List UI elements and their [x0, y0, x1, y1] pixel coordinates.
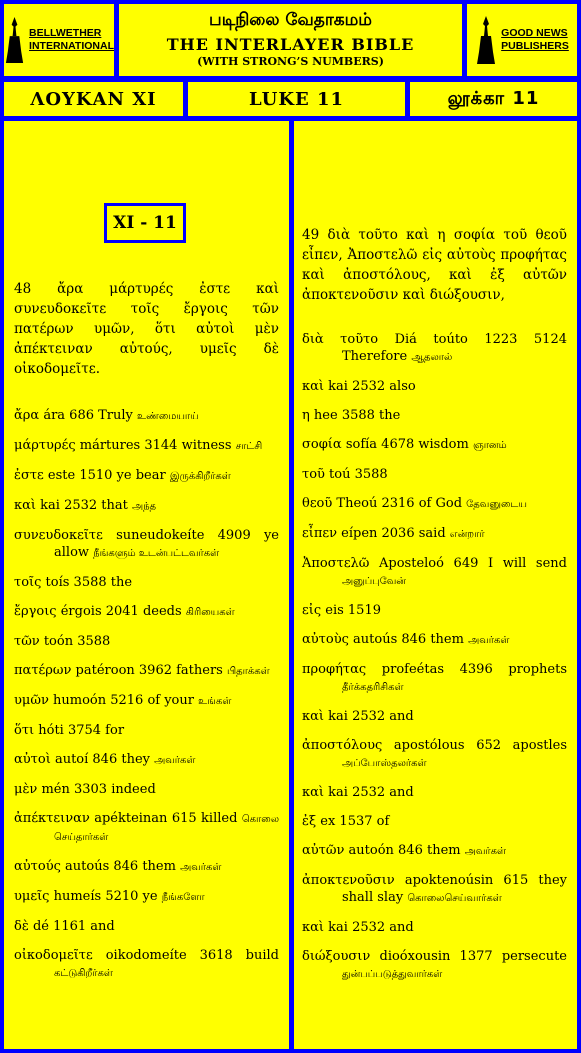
tamil-gloss: கொலை செய்தார்கள்: [54, 814, 279, 843]
greek-word: τοῖς: [14, 575, 42, 590]
transliteration-gloss: autoí 846 they: [50, 752, 155, 767]
greek-word: διὰ: [302, 332, 324, 347]
greek-word: αὐτῶν: [302, 843, 345, 858]
transliteration-gloss: kai 2532 also: [324, 379, 416, 394]
greek-word: δὲ: [14, 919, 29, 934]
greek-word: οἰκοδομεῖτε: [14, 948, 93, 963]
word-entry: [302, 407, 567, 424]
left-word-list: [14, 407, 279, 994]
greek-word: σοφία: [302, 437, 342, 452]
transliteration-gloss: τοῦτο Diá toúto 1223 5124 Therefore: [323, 332, 567, 364]
transliteration-gloss: autoús 846 them: [348, 632, 469, 647]
word-entry: [302, 331, 567, 366]
left-column: [4, 121, 289, 1049]
word-entry: [302, 631, 567, 649]
title-english: THE INTERLAYER BIBLE: [166, 35, 415, 54]
greek-word: ἔργοις: [14, 604, 57, 619]
word-entry: [14, 407, 279, 425]
word-entry: [14, 751, 279, 769]
title-tamil: படிநிலை வேதாகமம்: [209, 10, 372, 30]
tamil-gloss: அனுப்புவேன்: [342, 576, 406, 587]
word-entry: [302, 784, 567, 801]
word-entry: [302, 495, 567, 513]
transliteration-gloss: kai 2532 that: [36, 498, 132, 513]
tamil-gloss: சாட்சி: [235, 441, 263, 452]
greek-word: μάρτυρές: [14, 438, 76, 453]
word-entry: [14, 781, 279, 798]
word-entry: [302, 813, 567, 830]
word-entry: [302, 708, 567, 725]
greek-word: θεοῦ: [302, 496, 333, 511]
greek-word: Ἀποστελῶ: [302, 556, 370, 571]
greek-word: αὐτοὺς: [302, 632, 349, 647]
greek-word: εἰς: [302, 603, 322, 618]
word-entry: [302, 842, 567, 860]
word-entry: [14, 633, 279, 650]
tamil-gloss: என்றார்: [449, 529, 485, 540]
tamil-gloss: தீர்க்கதரிசிகள்: [342, 682, 404, 693]
transliteration-gloss: kai 2532 and: [324, 785, 414, 800]
word-entry: [14, 467, 279, 485]
transliteration-gloss: patéroon 3962 fathers: [71, 663, 227, 678]
english-book-title: LUKE 11: [188, 82, 405, 116]
subtitle: (WITH STRONG’S NUMBERS): [197, 55, 384, 68]
transliteration-gloss: eípen 2036 said: [337, 526, 450, 541]
tamil-book-title: லூக்கா 11: [410, 82, 577, 116]
greek-book-title: ΛΟΥΚΑΝ XI: [4, 82, 183, 116]
title-box: [119, 4, 462, 76]
tamil-gloss: அவர்கள்: [154, 755, 196, 766]
transliteration-gloss: sofía 4678 wisdom: [341, 437, 473, 452]
tamil-gloss: அப்போஸ்தலர்கள்: [342, 758, 427, 769]
tamil-gloss: ஆதலால்: [411, 352, 453, 363]
word-entry: [302, 661, 567, 696]
tamil-gloss: இருக்கிறீர்கள்: [169, 471, 231, 482]
transliteration-gloss: autoón 846 them: [344, 843, 465, 858]
tamil-gloss: பிதாக்கள்: [227, 666, 270, 677]
transliteration-gloss: Theoú 2316 of God: [332, 496, 467, 511]
logo-line-1: GOOD NEWS: [501, 27, 568, 39]
greek-word: ἄρα: [14, 408, 40, 423]
transliteration-gloss: mén 3303 indeed: [37, 782, 156, 797]
transliteration-gloss: érgois 2041 deeds: [56, 604, 186, 619]
word-entry: [302, 525, 567, 543]
greek-word: ἀποκτενοῦσιν: [302, 873, 395, 888]
greek-word: καὶ: [302, 709, 325, 724]
word-entry: [14, 497, 279, 515]
logo-line-1: BELLWETHER: [29, 27, 102, 39]
greek-word: καὶ: [302, 920, 325, 935]
chapter-label: XI - 11: [104, 203, 186, 243]
tamil-gloss: ஞானம்: [472, 440, 507, 451]
right-column: [294, 121, 577, 1049]
transliteration-gloss: humeís 5210 ye: [49, 889, 162, 904]
word-entry: [302, 872, 567, 907]
word-entry: [14, 527, 279, 562]
tamil-gloss: கொலைசெய்வார்கள்: [407, 893, 502, 904]
word-entry: [302, 602, 567, 619]
word-entry: [14, 810, 279, 846]
logo-line-2: PUBLISHERS: [501, 40, 569, 52]
word-entry: [14, 574, 279, 591]
word-entry: [302, 466, 567, 483]
tamil-gloss: உண்மையாய்: [137, 411, 199, 422]
tamil-gloss: அவர்கள்: [464, 846, 507, 857]
tamil-gloss: தேவனுடைய: [466, 499, 527, 510]
transliteration-gloss: ex 1537 of: [316, 814, 390, 829]
transliteration-gloss: profeétas 4396 prophets: [366, 662, 567, 677]
greek-word: καὶ: [14, 498, 37, 513]
transliteration-gloss: kai 2532 and: [324, 920, 414, 935]
greek-word: η: [302, 408, 310, 423]
transliteration-gloss: dioóxousin 1377 persecute: [370, 949, 567, 964]
transliteration-gloss: suneudokeíte 4909 ye allow: [54, 528, 279, 560]
word-entry: [302, 948, 567, 983]
word-entry: [14, 888, 279, 906]
tamil-gloss: அந்த: [132, 501, 157, 512]
transliteration-gloss: mártures 3144 witness: [75, 438, 236, 453]
transliteration-gloss: apostólous 652 apostles: [382, 738, 567, 753]
greek-word: αὐτοὶ: [14, 752, 51, 767]
tamil-gloss: உங்கள்: [198, 696, 232, 707]
word-entry: [14, 918, 279, 935]
greek-word: συνευδοκεῖτε: [14, 528, 103, 543]
transliteration-gloss: toón 3588: [39, 634, 111, 649]
word-entry: [14, 437, 279, 455]
hand-lamp-icon: [475, 14, 497, 66]
good-news-logo: [467, 4, 577, 76]
tamil-gloss: கட்டுகிறீர்கள்: [54, 968, 113, 979]
transliteration-gloss: kai 2532 and: [324, 709, 414, 724]
greek-word: αὐτούς: [14, 859, 61, 874]
transliteration-gloss: toís 3588 the: [41, 575, 133, 590]
greek-word: πατέρων: [14, 663, 72, 678]
verse-48-text: 48 ἄρα μάρτυρές ἐστε καὶ συνευδοκεῖτε τοῖς ἔργοις τῶν πατέρων υμῶν, ὅτι αὐτοὶ μὲν ἀπέκτειναν αὐτούς, υμεῖς δὲ οἰκοδομεῖτε.: [14, 281, 279, 377]
tamil-gloss: அவர்கள்: [180, 862, 222, 873]
transliteration-gloss: humoón 5216 of your: [48, 693, 199, 708]
transliteration-gloss: ára 686 Truly: [39, 408, 138, 423]
tamil-gloss: துன்பப்படுத்துவார்கள்: [342, 969, 443, 980]
greek-word: καὶ: [302, 785, 325, 800]
greek-word: ἀποστόλους: [302, 738, 383, 753]
transliteration-gloss: hee 3588 the: [309, 408, 401, 423]
transliteration-gloss: Aposteloó 649 I will send: [369, 556, 567, 571]
transliteration-gloss: eis 1519: [321, 603, 381, 618]
verse-49-text: 49 διὰ τοῦτο καὶ η σοφία τοῦ θεοῦ εἶπεν, Ἀποστελῶ εἰς αὐτοὺς προφήτας καὶ ἀποστόλους, καὶ ἐξ αὐτῶν ἀποκτενοῦσιν καὶ διώξουσιν,: [302, 227, 567, 303]
greek-word: τῶν: [14, 634, 40, 649]
greek-word: ἐξ: [302, 814, 317, 829]
greek-word: εἶπεν: [302, 526, 338, 541]
tamil-gloss: அவர்கள்: [468, 635, 510, 646]
greek-word: καὶ: [302, 379, 325, 394]
tamil-gloss: நீங்களோ: [161, 892, 205, 903]
greek-word: υμῶν: [14, 693, 49, 708]
transliteration-gloss: apékteinan 615 killed: [89, 811, 242, 826]
word-entry: [14, 692, 279, 710]
greek-word: ὅτι: [14, 723, 35, 738]
greek-word: διώξουσιν: [302, 949, 371, 964]
logo-line-2: INTERNATIONAL: [29, 40, 114, 52]
greek-word: υμεῖς: [14, 889, 50, 904]
transliteration-gloss: toú 3588: [324, 467, 388, 482]
word-entry: [14, 722, 279, 739]
word-entry: [14, 662, 279, 680]
word-entry: [302, 436, 567, 454]
transliteration-gloss: oikodomeíte 3618 build: [92, 948, 279, 963]
word-entry: [302, 555, 567, 590]
greek-word: ἀπέκτειναν: [14, 811, 90, 826]
bellwether-logo: [4, 4, 114, 76]
transliteration-gloss: hóti 3754 for: [34, 723, 125, 738]
word-entry: [14, 858, 279, 876]
tamil-gloss: நீங்களும் உடன்பட்டவர்கள்: [93, 548, 220, 559]
hand-lamp-icon: [4, 14, 25, 66]
transliteration-gloss: autoús 846 them: [60, 859, 181, 874]
word-entry: [302, 737, 567, 772]
word-entry: [302, 919, 567, 936]
greek-word: ἐστε: [14, 468, 44, 483]
transliteration-gloss: dé 1161 and: [28, 919, 115, 934]
transliteration-gloss: este 1510 ye bear: [43, 468, 170, 483]
word-entry: [302, 378, 567, 395]
greek-word: προφήτας: [302, 662, 367, 677]
greek-word: τοῦ: [302, 467, 325, 482]
transliteration-gloss: apoktenoúsin 615 they shall slay: [342, 873, 567, 905]
word-entry: [14, 947, 279, 982]
right-word-list: [302, 331, 567, 995]
word-entry: [14, 603, 279, 621]
tamil-gloss: கிரியைகள்: [185, 607, 235, 618]
greek-word: μὲν: [14, 782, 38, 797]
